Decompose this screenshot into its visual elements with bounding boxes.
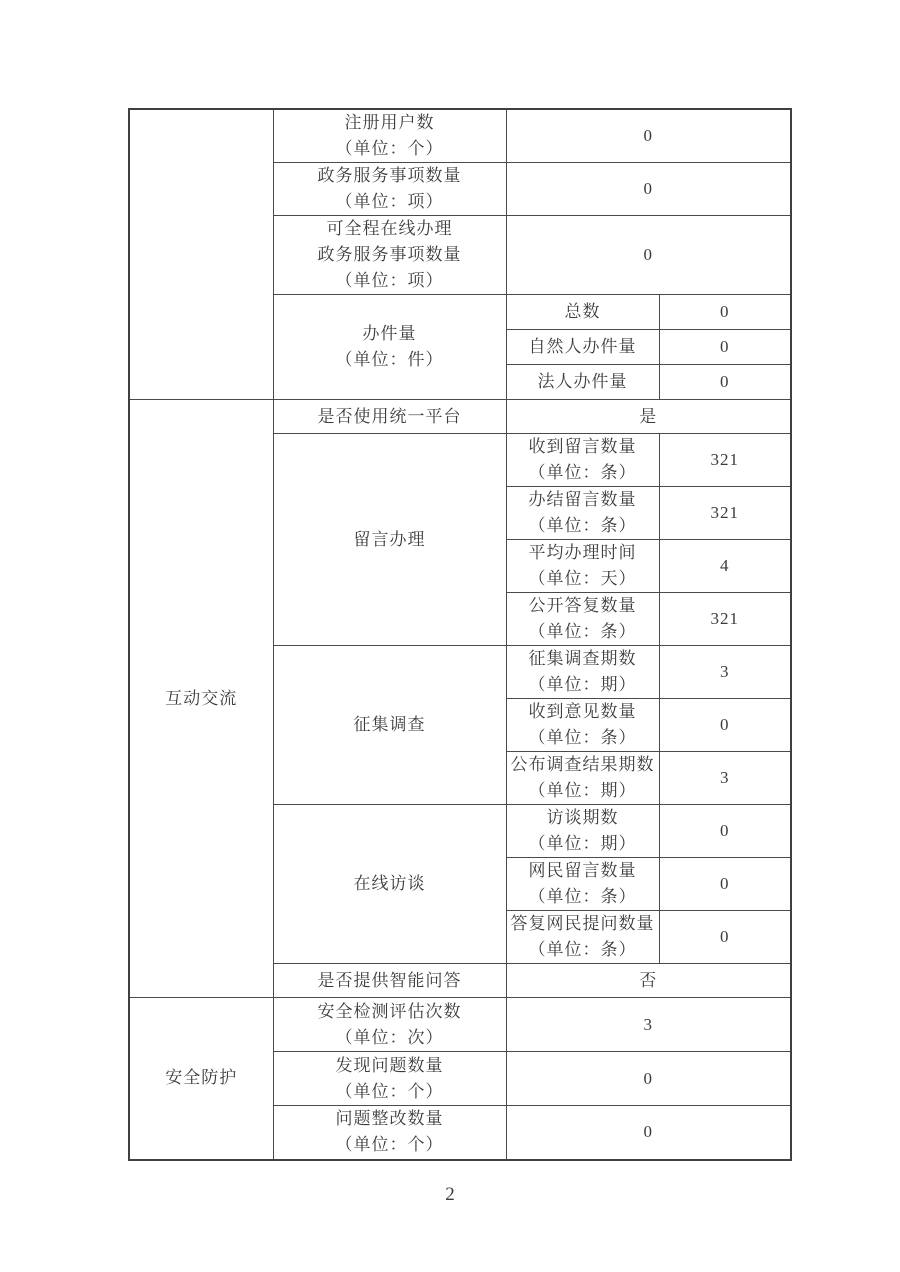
problems-fixed-value: 0 <box>506 1106 791 1160</box>
survey-issues-value: 3 <box>659 646 791 699</box>
survey-results-published-value: 3 <box>659 752 791 805</box>
messages-resolved-label <box>506 487 659 540</box>
table-row <box>129 109 791 163</box>
service-items-value: 0 <box>506 163 791 216</box>
average-handling-time-value: 4 <box>659 540 791 593</box>
service-items-label <box>273 163 506 216</box>
online-interview-group-label: 在线访谈 <box>273 805 506 964</box>
workload-total-value: 0 <box>659 295 791 330</box>
workload-legal-person-label: 法人办件量 <box>506 365 659 400</box>
label-unit: （单位：期） <box>528 834 637 853</box>
workload-natural-person-value: 0 <box>659 330 791 365</box>
public-replies-label <box>506 593 659 646</box>
label-line: 政务服务事项数量 <box>317 245 462 264</box>
label-unit: （单位：次） <box>335 1027 444 1047</box>
interview-sessions-label <box>506 805 659 858</box>
security-assessments-value: 3 <box>506 998 791 1052</box>
opinions-received-label <box>506 699 659 752</box>
survey-issues-label <box>506 646 659 699</box>
label-line: 发现问题数量 <box>335 1055 444 1075</box>
workload-legal-person-value: 0 <box>659 365 791 400</box>
report-table <box>128 108 792 1161</box>
label-unit: （单位：天） <box>528 569 637 588</box>
page-number: 2 <box>445 1184 455 1205</box>
messages-received-value: 321 <box>659 434 791 487</box>
table-row <box>129 998 791 1052</box>
survey-group-label: 征集调查 <box>273 646 506 805</box>
label-line: 征集调查期数 <box>528 649 637 668</box>
label-line: 注册用户数 <box>344 113 435 132</box>
online-service-items-label <box>273 216 506 295</box>
netizen-messages-value: 0 <box>659 858 791 911</box>
problems-found-value: 0 <box>506 1052 791 1106</box>
label-unit: （单位：项） <box>335 192 444 211</box>
interview-sessions-value: 0 <box>659 805 791 858</box>
category-cell-security: 安全防护 <box>129 998 273 1160</box>
label-line: 政务服务事项数量 <box>317 166 462 185</box>
message-handling-group-label: 留言办理 <box>273 434 506 646</box>
label-line: 收到意见数量 <box>528 702 637 721</box>
security-assessments-label <box>273 998 506 1052</box>
label-line: 公开答复数量 <box>528 596 637 615</box>
workload-natural-person-label: 自然人办件量 <box>506 330 659 365</box>
label-line: 公布调查结果期数 <box>510 755 655 774</box>
workload-group-label <box>273 295 506 400</box>
label-line: 答复网民提问数量 <box>510 914 655 933</box>
problems-fixed-label <box>273 1106 506 1160</box>
label-line: 安全检测评估次数 <box>317 1001 462 1021</box>
table-row <box>129 400 791 434</box>
average-handling-time-label <box>506 540 659 593</box>
netizen-questions-answered-value: 0 <box>659 911 791 964</box>
label-unit: （单位：条） <box>528 516 637 535</box>
registered-users-value: 0 <box>506 109 791 163</box>
label-line: 访谈期数 <box>546 808 619 827</box>
label-line: 办结留言数量 <box>528 490 637 509</box>
opinions-received-value: 0 <box>659 699 791 752</box>
label-unit: （单位：项） <box>335 271 444 290</box>
label-line: 平均办理时间 <box>528 543 637 562</box>
registered-users-label <box>273 109 506 163</box>
netizen-messages-label <box>506 858 659 911</box>
workload-total-label: 总数 <box>506 295 659 330</box>
label-line: 办件量 <box>362 324 417 343</box>
label-unit: （单位：期） <box>528 675 637 694</box>
label-unit: （单位：期） <box>528 781 637 800</box>
label-unit: （单位：个） <box>335 1081 444 1101</box>
netizen-questions-answered-label <box>506 911 659 964</box>
label-unit: （单位：个） <box>335 1135 444 1155</box>
survey-results-published-label <box>506 752 659 805</box>
label-unit: （单位：条） <box>528 463 637 482</box>
label-unit: （单位：件） <box>335 350 444 369</box>
label-unit: （单位：条） <box>528 622 637 641</box>
label-line: 网民留言数量 <box>528 861 637 880</box>
label-line: 可全程在线办理 <box>326 219 453 238</box>
unified-platform-label: 是否使用统一平台 <box>273 400 506 434</box>
smart-qa-label: 是否提供智能问答 <box>273 964 506 998</box>
unified-platform-value: 是 <box>506 400 791 434</box>
label-unit: （单位：个） <box>335 139 444 158</box>
category-cell-empty <box>129 109 273 400</box>
messages-resolved-value: 321 <box>659 487 791 540</box>
label-line: 问题整改数量 <box>335 1109 444 1129</box>
messages-received-label <box>506 434 659 487</box>
online-service-items-value: 0 <box>506 216 791 295</box>
smart-qa-value: 否 <box>506 964 791 998</box>
problems-found-label <box>273 1052 506 1106</box>
category-cell-interaction: 互动交流 <box>129 400 273 998</box>
label-unit: （单位：条） <box>528 887 637 906</box>
label-unit: （单位：条） <box>528 940 637 959</box>
label-unit: （单位：条） <box>528 728 637 747</box>
public-replies-value: 321 <box>659 593 791 646</box>
label-line: 收到留言数量 <box>528 437 637 456</box>
